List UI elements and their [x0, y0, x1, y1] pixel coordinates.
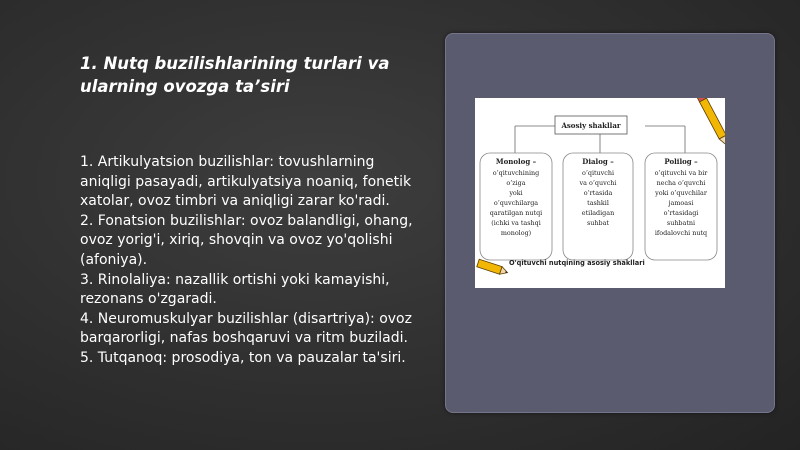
diagram-box-line: yoki o’quvchilar	[655, 189, 707, 197]
diagram-caption: O'qituvchi nutqining asosiy shakllari	[509, 259, 645, 267]
slide-body	[80, 153, 415, 369]
diagram-box-line: o’qituvchining	[492, 169, 540, 177]
diagram-box-line: etiladigan	[581, 209, 615, 217]
diagram-box-line: suhbatni	[666, 219, 696, 227]
diagram-box-line: necha o’quvchi	[656, 179, 706, 187]
pencil-icon	[477, 259, 509, 276]
diagram-box-line: o’rtasidagi	[663, 209, 699, 217]
diagram-box-line: o’ziga	[506, 179, 526, 187]
diagram-box-line: o’qituvchi	[581, 169, 615, 177]
diagram-root-label: Asosiy shakllar	[561, 121, 621, 130]
diagram-box-title: Polilog –	[664, 157, 698, 166]
slide-title: 1. Nutq buzilishlarining turlari va ularning ovozga ta’siri	[80, 54, 390, 96]
list-item: 2. Fonatsion buzilishlar: ovoz balandligi, ohang, ovoz yorig'i, xiriq, shovqin va ovoz yo'qolishi (afoniya).	[80, 212, 413, 268]
diagram-box-title: Monolog –	[495, 157, 537, 166]
diagram-box-line: suhbat	[587, 219, 609, 227]
diagram-box-line: o’quvchilarga	[493, 199, 539, 207]
diagram-box-line: monolog)	[500, 229, 532, 237]
diagram-box-line: va o’quvchi	[579, 179, 617, 187]
diagram-box-line: jamoasi	[668, 199, 694, 207]
diagram-box-line: o’rtasida	[583, 189, 613, 197]
diagram-box-line: yoki	[509, 189, 523, 197]
list-item: 4. Neuromuskulyar buzilishlar (disartriya): ovoz barqarorligi, nafas boshqaruvi va ritm buziladi.	[80, 310, 412, 347]
diagram-box-title: Dialog –	[582, 157, 614, 166]
diagram-box-line: tashkil	[587, 199, 609, 207]
diagram-box-line: ifodalovchi nutq	[654, 229, 708, 237]
pencil-icon	[697, 98, 725, 148]
list-item: 5. Tutqanoq: prosodiya, ton va pauzalar ta'siri.	[80, 349, 406, 366]
diagram-box-line: (ichki va tashqi	[491, 219, 541, 227]
list-item: 1. Artikulyatsion buzilishlar: tovushlarning aniqligi pasayadi, artikulyatsiya noaniq, fonetik xatolar, ovoz timbri va aniqligi zarar ko'radi.	[80, 154, 412, 210]
diagram-box-line: o’qituvchi va bir	[654, 169, 708, 177]
diagram-box-line: qaratilgan nutqi	[489, 209, 543, 217]
diagram-svg	[475, 98, 725, 288]
list-item: 3. Rinolaliya: nazallik ortishi yoki kamayishi, rezonans o'zgaradi.	[80, 271, 390, 308]
diagram-image	[475, 98, 725, 288]
